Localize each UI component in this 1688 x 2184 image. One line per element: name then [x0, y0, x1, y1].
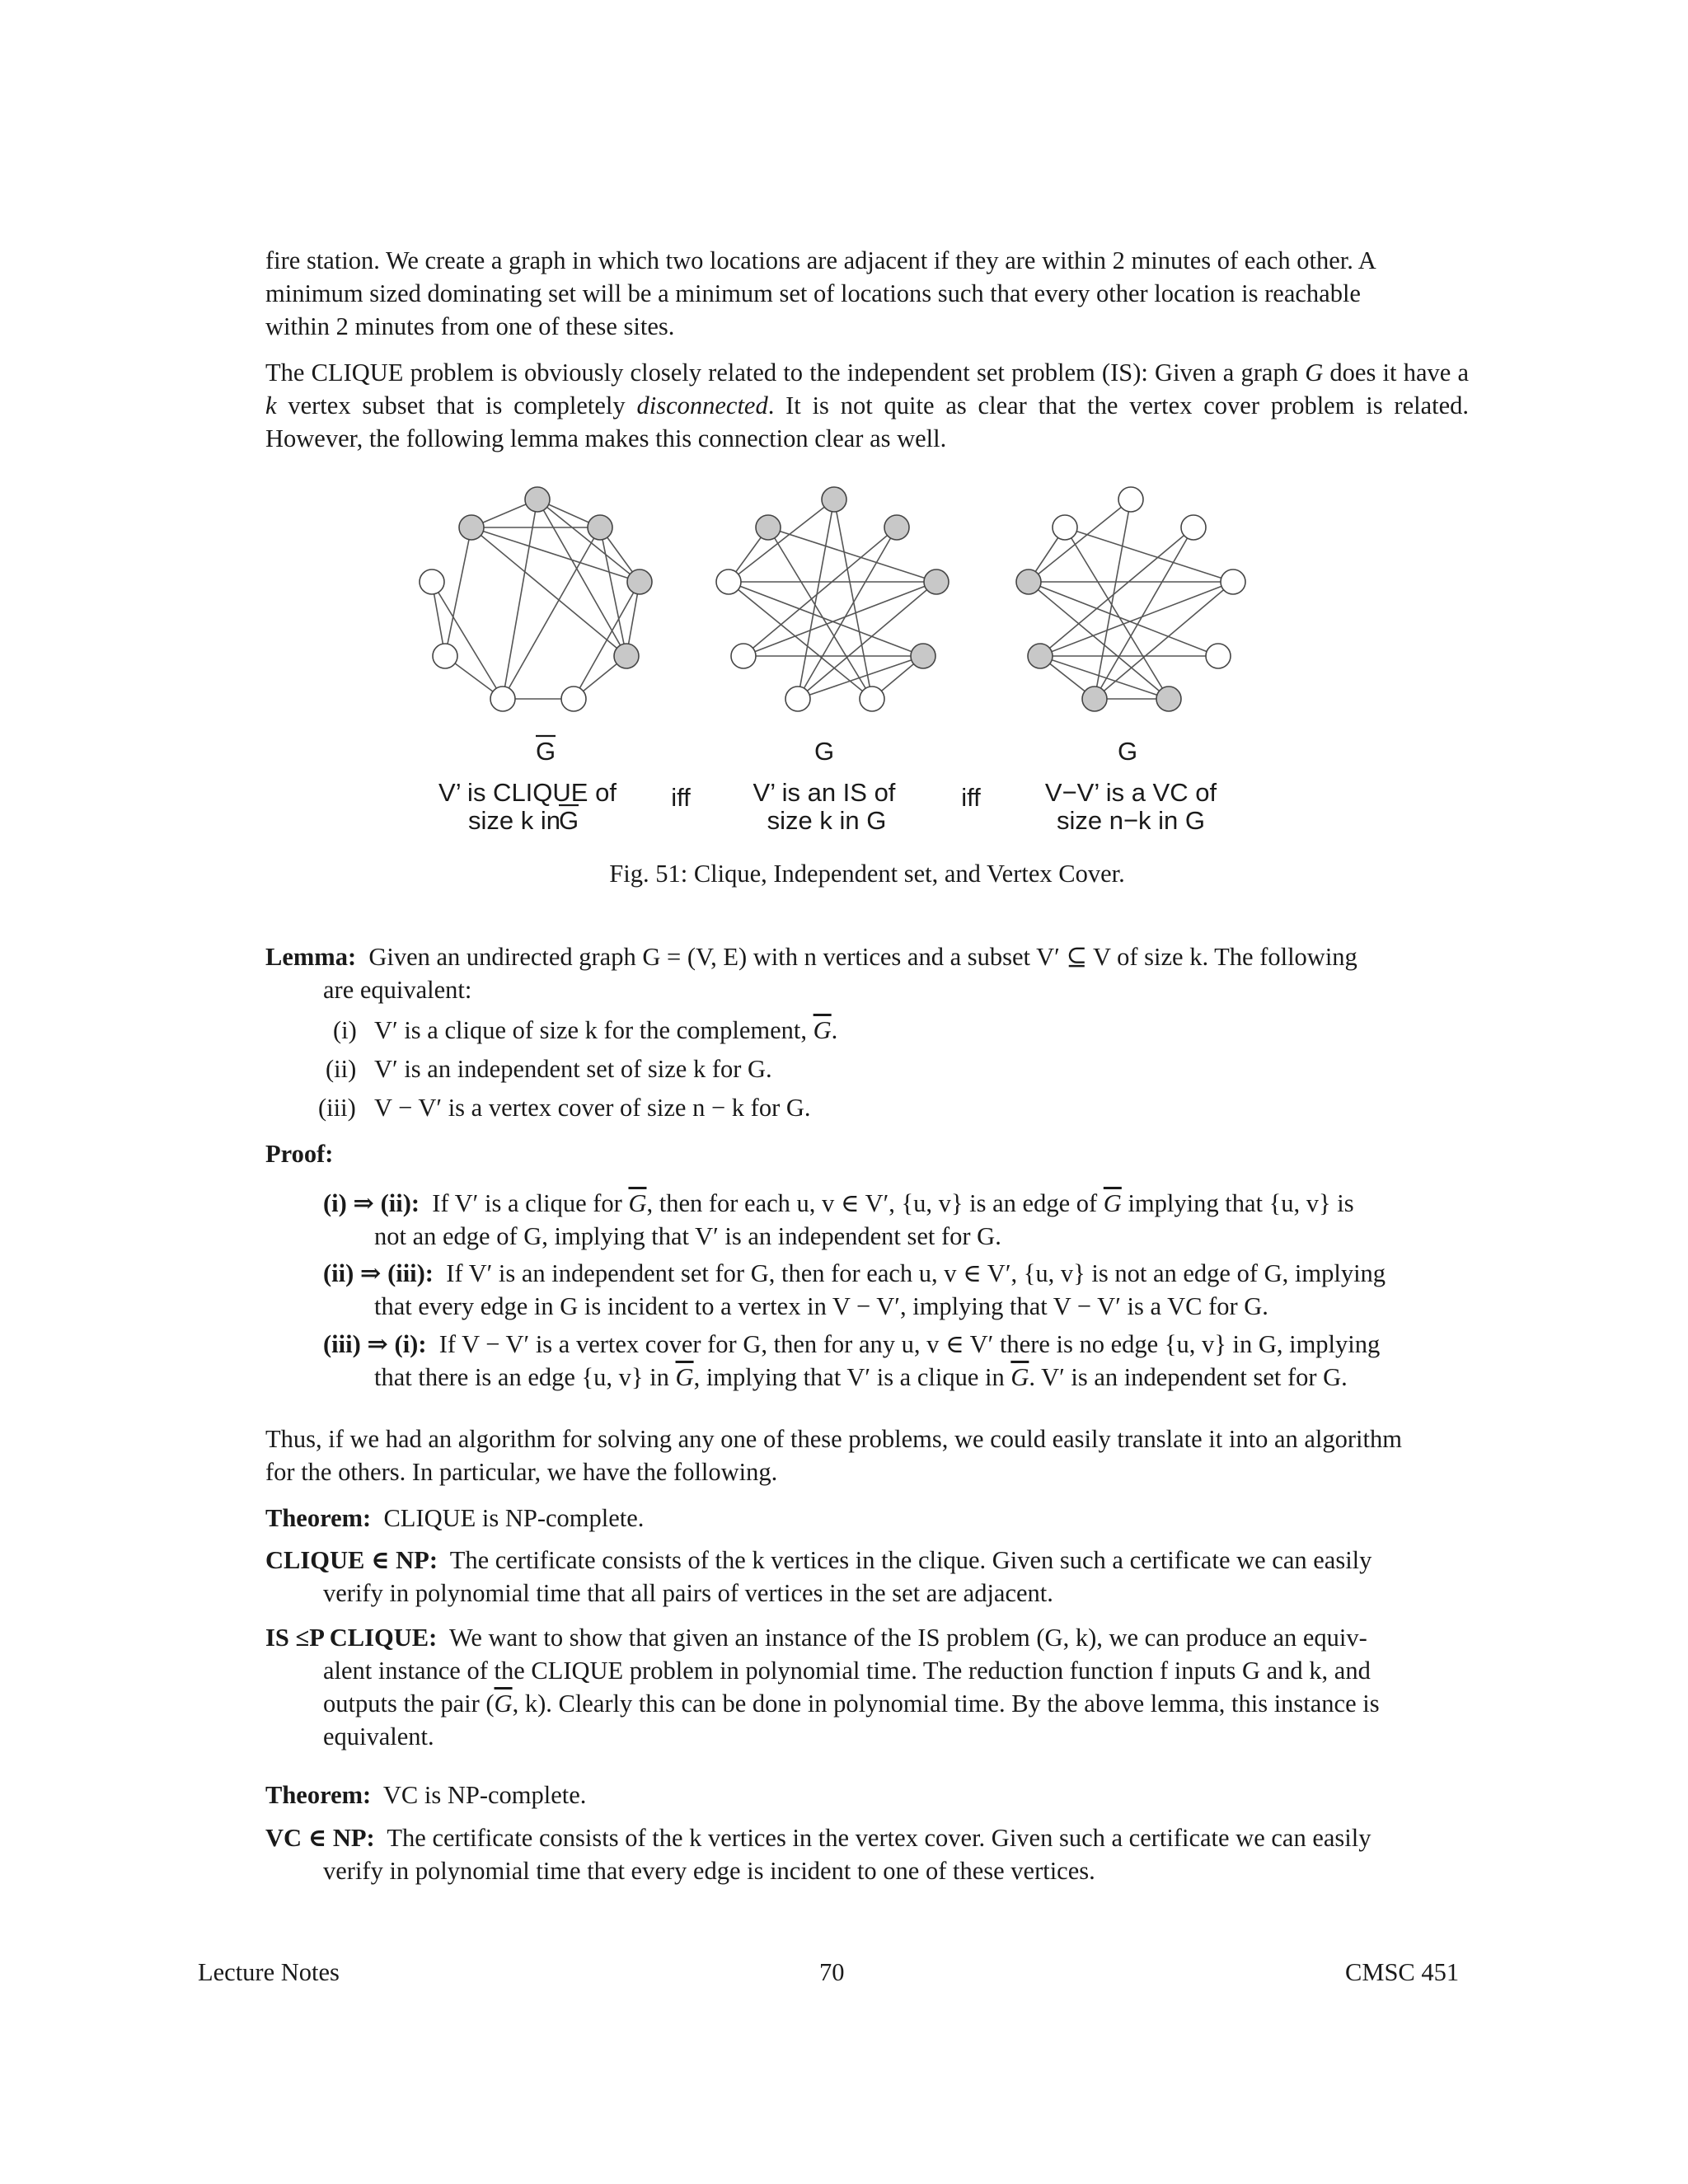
theorem-heading: Theorem: — [265, 1504, 372, 1532]
theorem-heading: Theorem: — [265, 1781, 372, 1809]
text-run: The certificate consists of the k vertices in the vertex cover. Given such a certificate we can easily — [387, 1824, 1372, 1852]
graph-middle-vertices — [716, 487, 949, 711]
text-line: minimum sized dominating set will be a minimum set of locations such that every other location is reachable — [265, 279, 1361, 307]
text-run: . V′ is an independent set for G. — [1029, 1363, 1348, 1391]
text-run: , implying that V′ is a clique in — [693, 1363, 1011, 1391]
label-iff-2: iff — [961, 783, 981, 812]
label-middle-line1: V’ is an IS of — [753, 778, 896, 807]
emphasis-disconnected: disconnected — [636, 391, 768, 419]
theorem-vc — [265, 1779, 586, 1811]
text-line: verify in polynomial time that all pairs of vertices in the set are adjacent. — [323, 1579, 1053, 1607]
text-line: fire station. We create a graph in which two locations are adjacent if they are within 2 minutes of each other. A — [265, 246, 1376, 274]
label-middle-line2: size k in G — [767, 806, 887, 835]
text-run: vertex subset that is completely — [276, 391, 637, 419]
label-left-line2-G: G — [558, 806, 579, 835]
text-line: alent instance of the CLIQUE problem in polynomial time. The reduction function f inputs G and k, and — [323, 1657, 1371, 1685]
label-left-line1: V’ is CLIQUE of — [438, 778, 617, 807]
proof-step-2 — [323, 1257, 1469, 1323]
lemma-item-iii-num: (iii) — [318, 1094, 356, 1122]
lemma-item-i-num: (i) — [333, 1016, 357, 1044]
figure-graphs — [0, 0, 1688, 857]
text-run: The CLIQUE problem is obviously closely related to the independent set problem (IS): Given a graph — [265, 359, 1306, 387]
label-right-line1: V−V’ is a VC of — [1044, 778, 1217, 807]
text-run: The certificate consists of the k vertices in the clique. Given such a certificate we can easily — [449, 1546, 1372, 1574]
lemma-item-i — [374, 1014, 837, 1047]
label-right-line2: size n−k in G — [1056, 806, 1206, 835]
text-line: verify in polynomial time that every edge is incident to one of these vertices. — [323, 1857, 1095, 1885]
graph-left-vertices — [420, 487, 652, 711]
clique-np-heading: CLIQUE ∈ NP: — [265, 1546, 438, 1574]
math-G: G — [1305, 359, 1324, 387]
clique-in-np — [265, 1544, 1469, 1610]
footer-left: Lecture Notes — [198, 1958, 340, 1986]
label-left-G: G — [535, 737, 556, 766]
math-G-bar: $\overline{G}$ — [1103, 1189, 1122, 1217]
paragraph-thus — [265, 1422, 1469, 1488]
text-line: within 2 minutes from one of these sites. — [265, 312, 675, 340]
text-run: , then for each u, v ∈ V′, {u, v} is an edge of — [646, 1189, 1104, 1217]
is-reduces-to-clique — [265, 1621, 1469, 1753]
theorem-clique — [265, 1502, 644, 1535]
text-run: If V′ is an independent set for G, then for each u, v ∈ V′, {u, v} is not an edge of G, implying — [446, 1259, 1386, 1287]
math-k: k — [265, 391, 277, 419]
label-right-G: G — [1117, 737, 1138, 766]
lemma-block — [265, 940, 1469, 1006]
is-reduction-heading: IS ≤P CLIQUE: — [265, 1624, 438, 1652]
math-G-bar: $\overline{G}$ — [628, 1189, 647, 1217]
figure-caption: Fig. 51: Clique, Independent set, and Vertex Cover. — [609, 860, 1125, 888]
text-run: , k). Clearly this can be done in polynomial time. By the above lemma, this instance is — [512, 1690, 1380, 1718]
text-run: implying that {u, v} is — [1121, 1189, 1354, 1217]
proof-step-1-heading: (i) ⇒ (ii): — [323, 1189, 420, 1217]
lemma-item-iii: V − V′ is a vertex cover of size n − k for G. — [374, 1094, 811, 1122]
text-run: Given an undirected graph G = (V, E) with n vertices and a subset V′ ⊆ V of size k. The following — [368, 943, 1357, 971]
text-line: for the others. In particular, we have the following. — [265, 1458, 778, 1486]
proof-step-3-heading: (iii) ⇒ (i): — [323, 1330, 427, 1358]
math-G-bar: $\overline{G}$ — [1010, 1363, 1029, 1391]
text-line: are equivalent: — [323, 976, 472, 1004]
text-run: outputs the pair ( — [323, 1690, 495, 1718]
math-G-bar: $\overline{G}$ — [813, 1016, 832, 1044]
text-line: equivalent. — [323, 1722, 434, 1750]
footer-right: CMSC 451 — [1345, 1958, 1460, 1986]
text-run: If V′ is a clique for — [432, 1189, 629, 1217]
label-left-line2: size k in — [468, 806, 560, 835]
math-G-bar: $\overline{G}$ — [675, 1363, 694, 1391]
vc-in-np — [265, 1821, 1469, 1887]
text-run: V′ is a clique of size k for the complement, — [374, 1016, 814, 1044]
proof-step-3 — [323, 1328, 1469, 1394]
text-line: not an edge of G, implying that V′ is an independent set for G. — [374, 1222, 1001, 1250]
vc-np-heading: VC ∈ NP: — [265, 1824, 375, 1852]
text-line: that every edge in G is incident to a vertex in V − V′, implying that V − V′ is a VC for G. — [374, 1292, 1268, 1320]
text-run: does it have a — [1323, 359, 1470, 387]
label-middle-G: G — [814, 737, 835, 766]
text-line: Thus, if we had an algorithm for solving any one of these problems, we could easily translate it into an algorithm — [265, 1425, 1402, 1453]
text-run: . — [831, 1016, 838, 1044]
text-run: VC is NP-complete. — [382, 1781, 587, 1809]
lemma-item-ii-num: (ii) — [326, 1055, 357, 1083]
graph-right-vertices — [1016, 487, 1245, 711]
lemma-item-ii: V′ is an independent set of size k for G. — [374, 1055, 772, 1083]
text-run: that there is an edge {u, v} in — [374, 1363, 676, 1391]
lemma-heading: Lemma: — [265, 943, 357, 971]
text-run: . It is not quite as clear that the vertex cover problem is related. However, the following lemma makes this connection clear as well. — [265, 391, 1470, 452]
math-G-bar: $\overline{G}$ — [494, 1690, 513, 1718]
proof-step-1 — [323, 1187, 1469, 1253]
footer-page-number: 70 — [819, 1958, 845, 1986]
text-run: We want to show that given an instance of the IS problem (G, k), we can produce an equiv- — [448, 1624, 1367, 1652]
label-iff-1: iff — [671, 783, 691, 812]
text-run: CLIQUE is NP-complete. — [383, 1504, 645, 1532]
text-run: If V − V′ is a vertex cover for G, then for any u, v ∈ V′ there is no edge {u, v} in G, implying — [438, 1330, 1381, 1358]
proof-step-2-heading: (ii) ⇒ (iii): — [323, 1259, 434, 1287]
proof-heading: Proof: — [265, 1140, 334, 1168]
